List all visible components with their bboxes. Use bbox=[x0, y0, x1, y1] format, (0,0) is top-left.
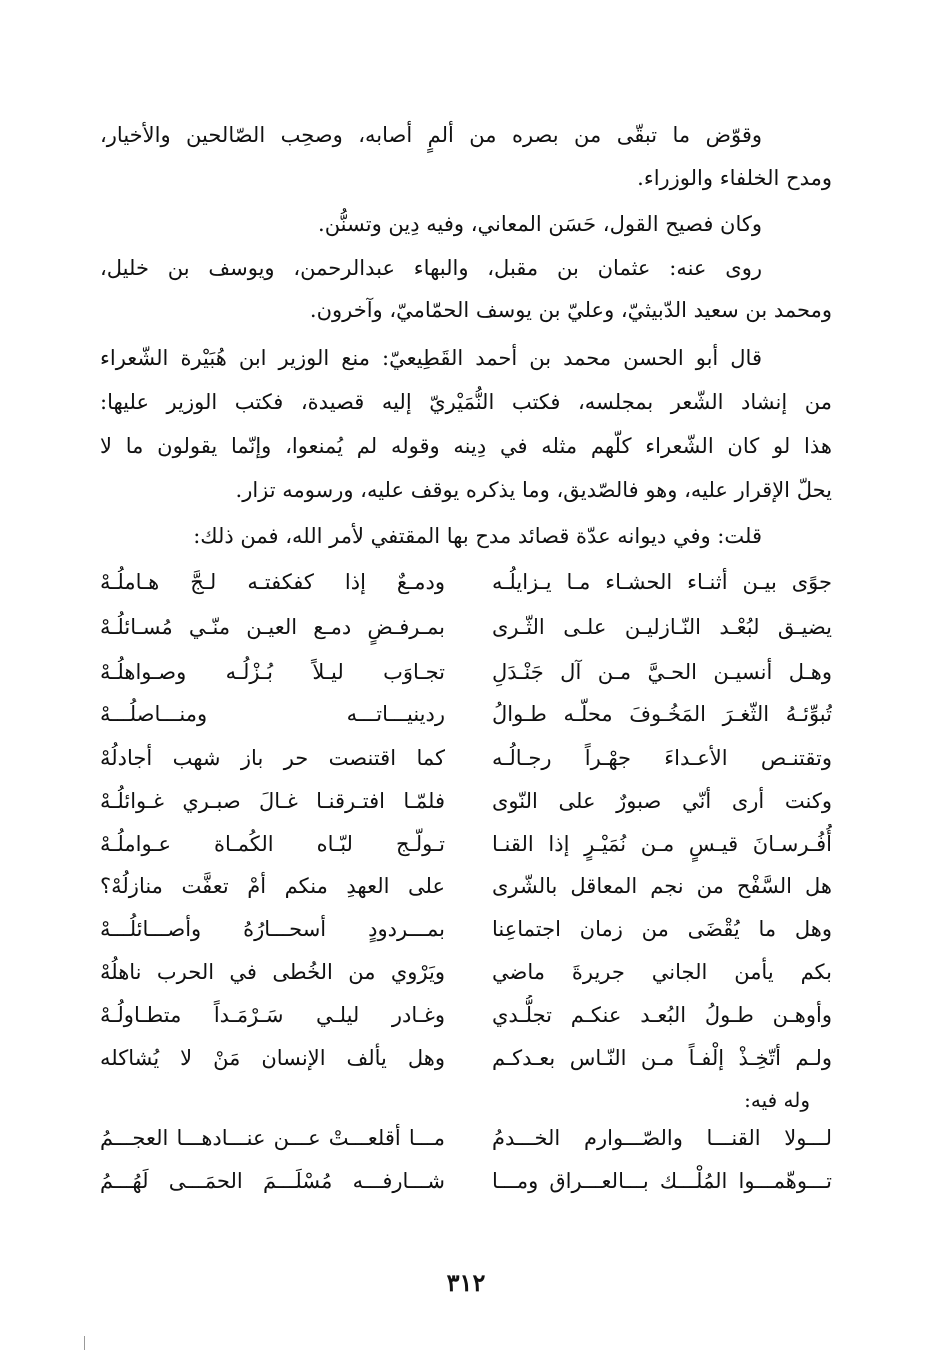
text-line: روى عنه: عثمان بن مقبل، والبهاء عبدالرحمن، ويوسف بن خليل، bbox=[100, 256, 762, 280]
text-line: ومدح الخلفاء والوزراء. bbox=[637, 166, 832, 190]
verse-first-hemistich: وهل ما يُقْضَى من زمان اجتماعِنا bbox=[492, 917, 832, 941]
verse-first-hemistich: أُفُـرسـانَ قيـسٍ مـن نُمَيْـرٍ إذا القنـا bbox=[492, 832, 832, 856]
verse-second-hemistich: مـــا أقلعـــتْ عـــن عنـــادهـــا العجـــمُ bbox=[100, 1126, 445, 1150]
verse-first-hemistich: لـــولا القنـــا والصّـــوارم الخـــدمُ bbox=[492, 1126, 832, 1150]
verse-second-hemistich: ودمـعٌ إذا كفكفتـه لـجَّ هـاملُـهْ bbox=[100, 570, 445, 594]
verse-second-hemistich: تـولّـج لبّـاه الكُمـاة عـواملُـهْ bbox=[100, 832, 445, 856]
verse-second-hemistich: شـــارفـــه مُسْلَـــمَ الحمَـــى لَهُـــمُ bbox=[100, 1169, 445, 1193]
verse-second-hemistich: ويَرْوي من الخُطى في الحرب ناهلُهْ bbox=[100, 960, 445, 984]
verse-second-hemistich: بمـرفـضٍ دمـع العيـن منّـي مُسـائلُـهْ bbox=[100, 615, 445, 639]
verse-first-hemistich: وهـل أنسيـن الحـيَّ مـن آل جَنْـدَلِ bbox=[492, 660, 832, 684]
verse-first-hemistich: يضيـق لبُعْـد النّـازليـن علـى الثّـرى bbox=[492, 615, 832, 639]
verse-first-hemistich: وأوهـن طـولُ البُعـد عنكـم تجلُّـدي bbox=[492, 1003, 832, 1027]
page-number: ٣١٢ bbox=[446, 1268, 486, 1297]
verse-first-hemistich: ولـم أتّخِـذْ إلْفـاً مـن النّـاس بعـدكـم bbox=[492, 1046, 832, 1070]
text-line: يحلّ الإقرار عليه، وهو فالصّديق، وما يذكره يوقف عليه، ورسومه تزار. bbox=[235, 478, 832, 502]
verse-second-hemistich: فلمّـا افتـرقنـا غـالَ صبـري غـوائلُـهْ bbox=[100, 789, 445, 813]
text-line: من إنشاد الشّعر بمجلسه، فكتب النُّمَيْريّ إليه قصيدة، فكتب الوزير عليها: bbox=[100, 390, 832, 414]
verse-first-hemistich: هل السَّفْح من نجم المعاقل بالشّرى bbox=[492, 874, 832, 898]
verse-second-hemistich: وهل يألف الإنسان مَنْ لا يُشاكله bbox=[100, 1046, 445, 1070]
verse-first-hemistich: جوًى بيـن أثنـاء الحشـاء مـا يـزايلُـه bbox=[492, 570, 832, 594]
verse-second-hemistich: ردينيـــاتـــه ومنـــاصلُـــهْ bbox=[100, 702, 445, 726]
verse-second-hemistich: كما اقتنصت حر باز شهب أجادلُهْ bbox=[100, 746, 445, 770]
verse-first-hemistich: بكم يأمن الجاني جريرةَ ماضي bbox=[492, 960, 832, 984]
poem-intro-note: وله فيه: bbox=[744, 1088, 810, 1112]
verse-second-hemistich: وغـادر ليلـي سَـرْمَـداً متطـاولُـهْ bbox=[100, 1003, 445, 1027]
text-line: قال أبو الحسن محمد بن أحمد القَطِيعيّ: منع الوزير ابن هُبَيْرة الشّعراء bbox=[100, 346, 762, 370]
text-line: وكان فصيح القول، حَسَن المعاني، وفيه دِين وتسنُّن. bbox=[318, 212, 762, 236]
verse-first-hemistich: تـــوهّمـــوا المُلْـــك بـــالعـــراق ومـــا bbox=[492, 1169, 832, 1193]
text-line: ومحمد بن سعيد الدّبيثيّ، وعليّ بن يوسف الحمّاميّ، وآخرون. bbox=[309, 298, 832, 322]
verse-second-hemistich: على العهدِ منكم أمْ تعفَّت منازلُهْ؟ bbox=[100, 874, 445, 898]
verse-second-hemistich: بمـــردودٍ أسحـــارُهُ وأصـــائلُـــهْ bbox=[100, 917, 445, 941]
verse-second-hemistich: تجـاوَب ليـلاً بُـزْلُـه وصـواهلُـهْ bbox=[100, 660, 445, 684]
verse-first-hemistich: وكنت أرى أنّي صبورٌ على النّوى bbox=[492, 789, 832, 813]
text-line: وقوّض ما تبقّى من بصره من ألمٍ أصابه، وصحِب الصّالحين والأخيار، bbox=[100, 123, 762, 147]
scan-speck bbox=[84, 1336, 85, 1350]
verse-first-hemistich: تُبوِّئـهُ الثّغـرَ المَخُـوفَ محلّـه طـوالُ bbox=[492, 702, 832, 726]
verse-first-hemistich: وتقتنـص الأعـداءَ جهْـراً رجـالُـه bbox=[492, 746, 832, 770]
text-line: هذا لو كان الشّعراء كلّهم مثله في دِينه وقوله لم يُمنعوا، وإنّما يقولون ما لا bbox=[100, 434, 832, 458]
text-line: قلت: وفي ديوانه عدّة قصائد مدح بها المقتفي لأمر الله، فمن ذلك: bbox=[193, 524, 762, 548]
